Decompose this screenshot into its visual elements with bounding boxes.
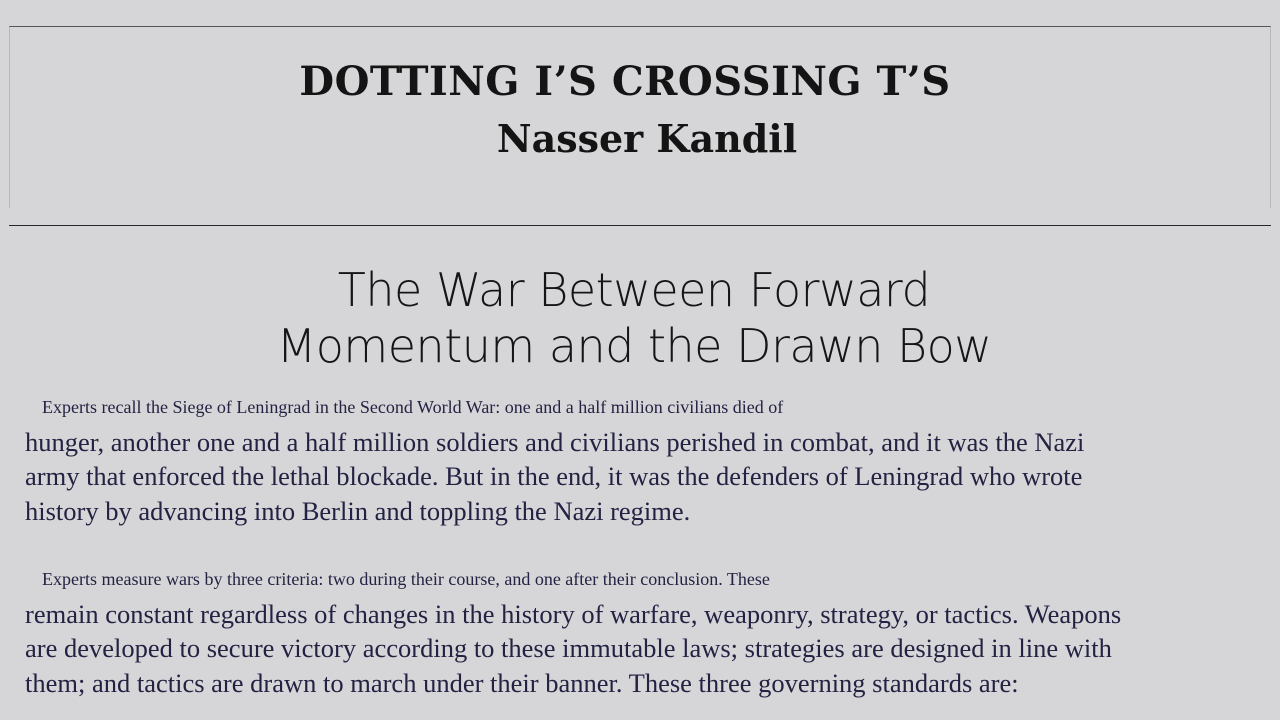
paragraph-line: army that enforced the lethal blockade. But in the end, it was the defenders of Leningrad who wrote [25,461,1083,491]
paragraph-line: history by advancing into Berlin and toppling the Nazi regime. [25,495,691,526]
paragraph-line: them; and tactics are drawn to march under their banner. These three governing standards are: [25,667,1019,698]
article-title-line: Momentum and the Drawn Bow [276,319,992,373]
paragraph-line: Experts measure wars by three criteria: two during their course, and one after their conclusion. These [42,569,770,589]
header-divider [9,225,1271,226]
article-title-line: The War Between Forward [337,263,931,317]
article-paragraph [25,562,1265,700]
column-title: DOTTING I’S CROSSING T’S [299,58,951,105]
article-title [0,262,1268,374]
paragraph-line: hunger, another one and a half million soldiers and civilians perished in combat, and it was the Nazi [25,426,1085,457]
paragraph-line: are developed to secure victory according to these immutable laws; strategies are designed in line with [25,633,1112,663]
article-paragraph [25,390,1265,528]
paragraph-line: Experts recall the Siege of Leningrad in the Second World War: one and a half million civilians died of [42,397,784,417]
paragraph-line: remain constant regardless of changes in the history of warfare, weaponry, strategy, or tactics. Weapons [25,598,1122,629]
author-name: Nasser Kandil [496,116,798,161]
